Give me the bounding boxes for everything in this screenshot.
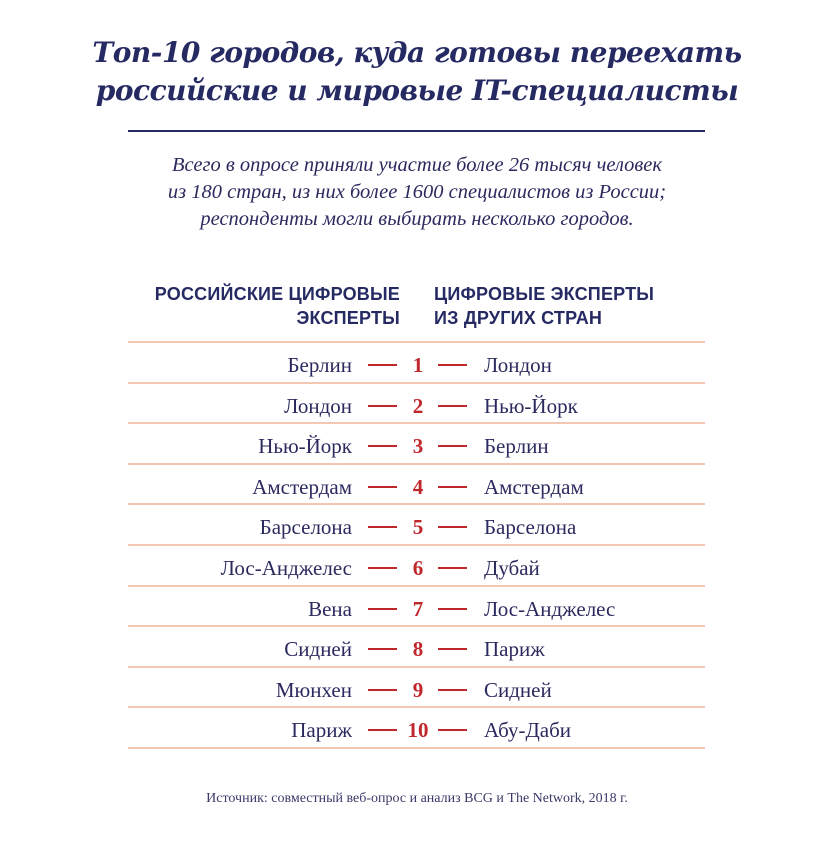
rank-number: 2 bbox=[412, 394, 424, 418]
connector-dash-left bbox=[368, 364, 397, 366]
title-line-1: Топ-10 городов, куда готовы переехать bbox=[92, 36, 742, 69]
city-russian-experts: Нью-Йорк bbox=[258, 434, 352, 458]
table-row bbox=[0, 345, 834, 385]
table-row bbox=[0, 386, 834, 426]
subtitle-line-1: Всего в опросе приняли участие более 26 тысяч человек bbox=[172, 154, 662, 176]
connector-dash-right bbox=[438, 526, 467, 528]
city-russian-experts: Лондон bbox=[284, 394, 352, 418]
connector-dash-right bbox=[438, 486, 467, 488]
rank-number: 9 bbox=[412, 678, 424, 702]
connector-dash-right bbox=[438, 648, 467, 650]
rank-number: 5 bbox=[412, 515, 424, 539]
rank-number: 4 bbox=[412, 475, 424, 499]
column-header-russian-line-2: ЭКСПЕРТЫ bbox=[296, 308, 400, 328]
connector-dash-left bbox=[368, 445, 397, 447]
title-divider bbox=[128, 130, 705, 132]
city-russian-experts: Вена bbox=[308, 597, 352, 621]
connector-dash-right bbox=[438, 567, 467, 569]
city-russian-experts: Амстердам bbox=[252, 475, 352, 499]
subtitle bbox=[0, 152, 834, 233]
connector-dash-right bbox=[438, 445, 467, 447]
connector-dash-left bbox=[368, 526, 397, 528]
rank-number: 1 bbox=[412, 353, 424, 377]
column-header-global-line-1: ЦИФРОВЫЕ ЭКСПЕРТЫ bbox=[434, 284, 655, 304]
connector-dash-right bbox=[438, 689, 467, 691]
table-row bbox=[0, 507, 834, 547]
city-global-experts: Сидней bbox=[484, 678, 552, 702]
column-header-russian-line-1: РОССИЙСКИЕ ЦИФРОВЫЕ bbox=[154, 284, 400, 304]
city-global-experts: Берлин bbox=[484, 434, 549, 458]
column-header-global-line-2: ИЗ ДРУГИХ СТРАН bbox=[434, 308, 603, 328]
connector-dash-left bbox=[368, 648, 397, 650]
city-russian-experts: Сидней bbox=[284, 637, 352, 661]
city-russian-experts: Лос-Анджелес bbox=[220, 556, 352, 580]
row-divider bbox=[128, 341, 705, 343]
table-row bbox=[0, 629, 834, 669]
title-line-2: российские и мировые IT-специалисты bbox=[95, 74, 739, 107]
table-row bbox=[0, 710, 834, 750]
rank-number: 7 bbox=[412, 597, 424, 621]
city-global-experts: Лос-Анджелес bbox=[484, 597, 616, 621]
table-row bbox=[0, 670, 834, 710]
rank-number: 8 bbox=[412, 637, 424, 661]
table-row bbox=[0, 548, 834, 588]
connector-dash-left bbox=[368, 405, 397, 407]
city-global-experts: Барселона bbox=[484, 515, 577, 539]
city-global-experts: Лондон bbox=[484, 353, 552, 377]
connector-dash-left bbox=[368, 729, 397, 731]
subtitle-line-2: из 180 стран, из них более 1600 специалистов из России; bbox=[167, 181, 667, 203]
table-row bbox=[0, 426, 834, 466]
connector-dash-left bbox=[368, 608, 397, 610]
rank-number: 3 bbox=[412, 434, 424, 458]
city-russian-experts: Берлин bbox=[287, 353, 352, 377]
rank-number: 10 bbox=[407, 718, 429, 742]
connector-dash-left bbox=[368, 486, 397, 488]
city-global-experts: Абу-Даби bbox=[484, 718, 572, 742]
column-header-russian bbox=[128, 282, 400, 330]
city-global-experts: Дубай bbox=[484, 556, 540, 580]
city-russian-experts: Париж bbox=[291, 718, 352, 742]
city-global-experts: Амстердам bbox=[484, 475, 584, 499]
connector-dash-left bbox=[368, 567, 397, 569]
column-header-global bbox=[434, 282, 724, 330]
source-note: Источник: совместный веб-опрос и анализ BCG и The Network, 2018 г. bbox=[206, 791, 628, 806]
page-title bbox=[0, 34, 834, 110]
connector-dash-left bbox=[368, 689, 397, 691]
connector-dash-right bbox=[438, 729, 467, 731]
table-row bbox=[0, 589, 834, 629]
rank-number: 6 bbox=[412, 556, 424, 580]
connector-dash-right bbox=[438, 608, 467, 610]
city-russian-experts: Барселона bbox=[259, 515, 352, 539]
connector-dash-right bbox=[438, 405, 467, 407]
city-global-experts: Нью-Йорк bbox=[484, 394, 578, 418]
subtitle-line-3: респонденты могли выбирать несколько городов. bbox=[200, 208, 634, 230]
connector-dash-right bbox=[438, 364, 467, 366]
city-russian-experts: Мюнхен bbox=[275, 678, 352, 702]
city-global-experts: Париж bbox=[484, 637, 545, 661]
table-row bbox=[0, 467, 834, 507]
